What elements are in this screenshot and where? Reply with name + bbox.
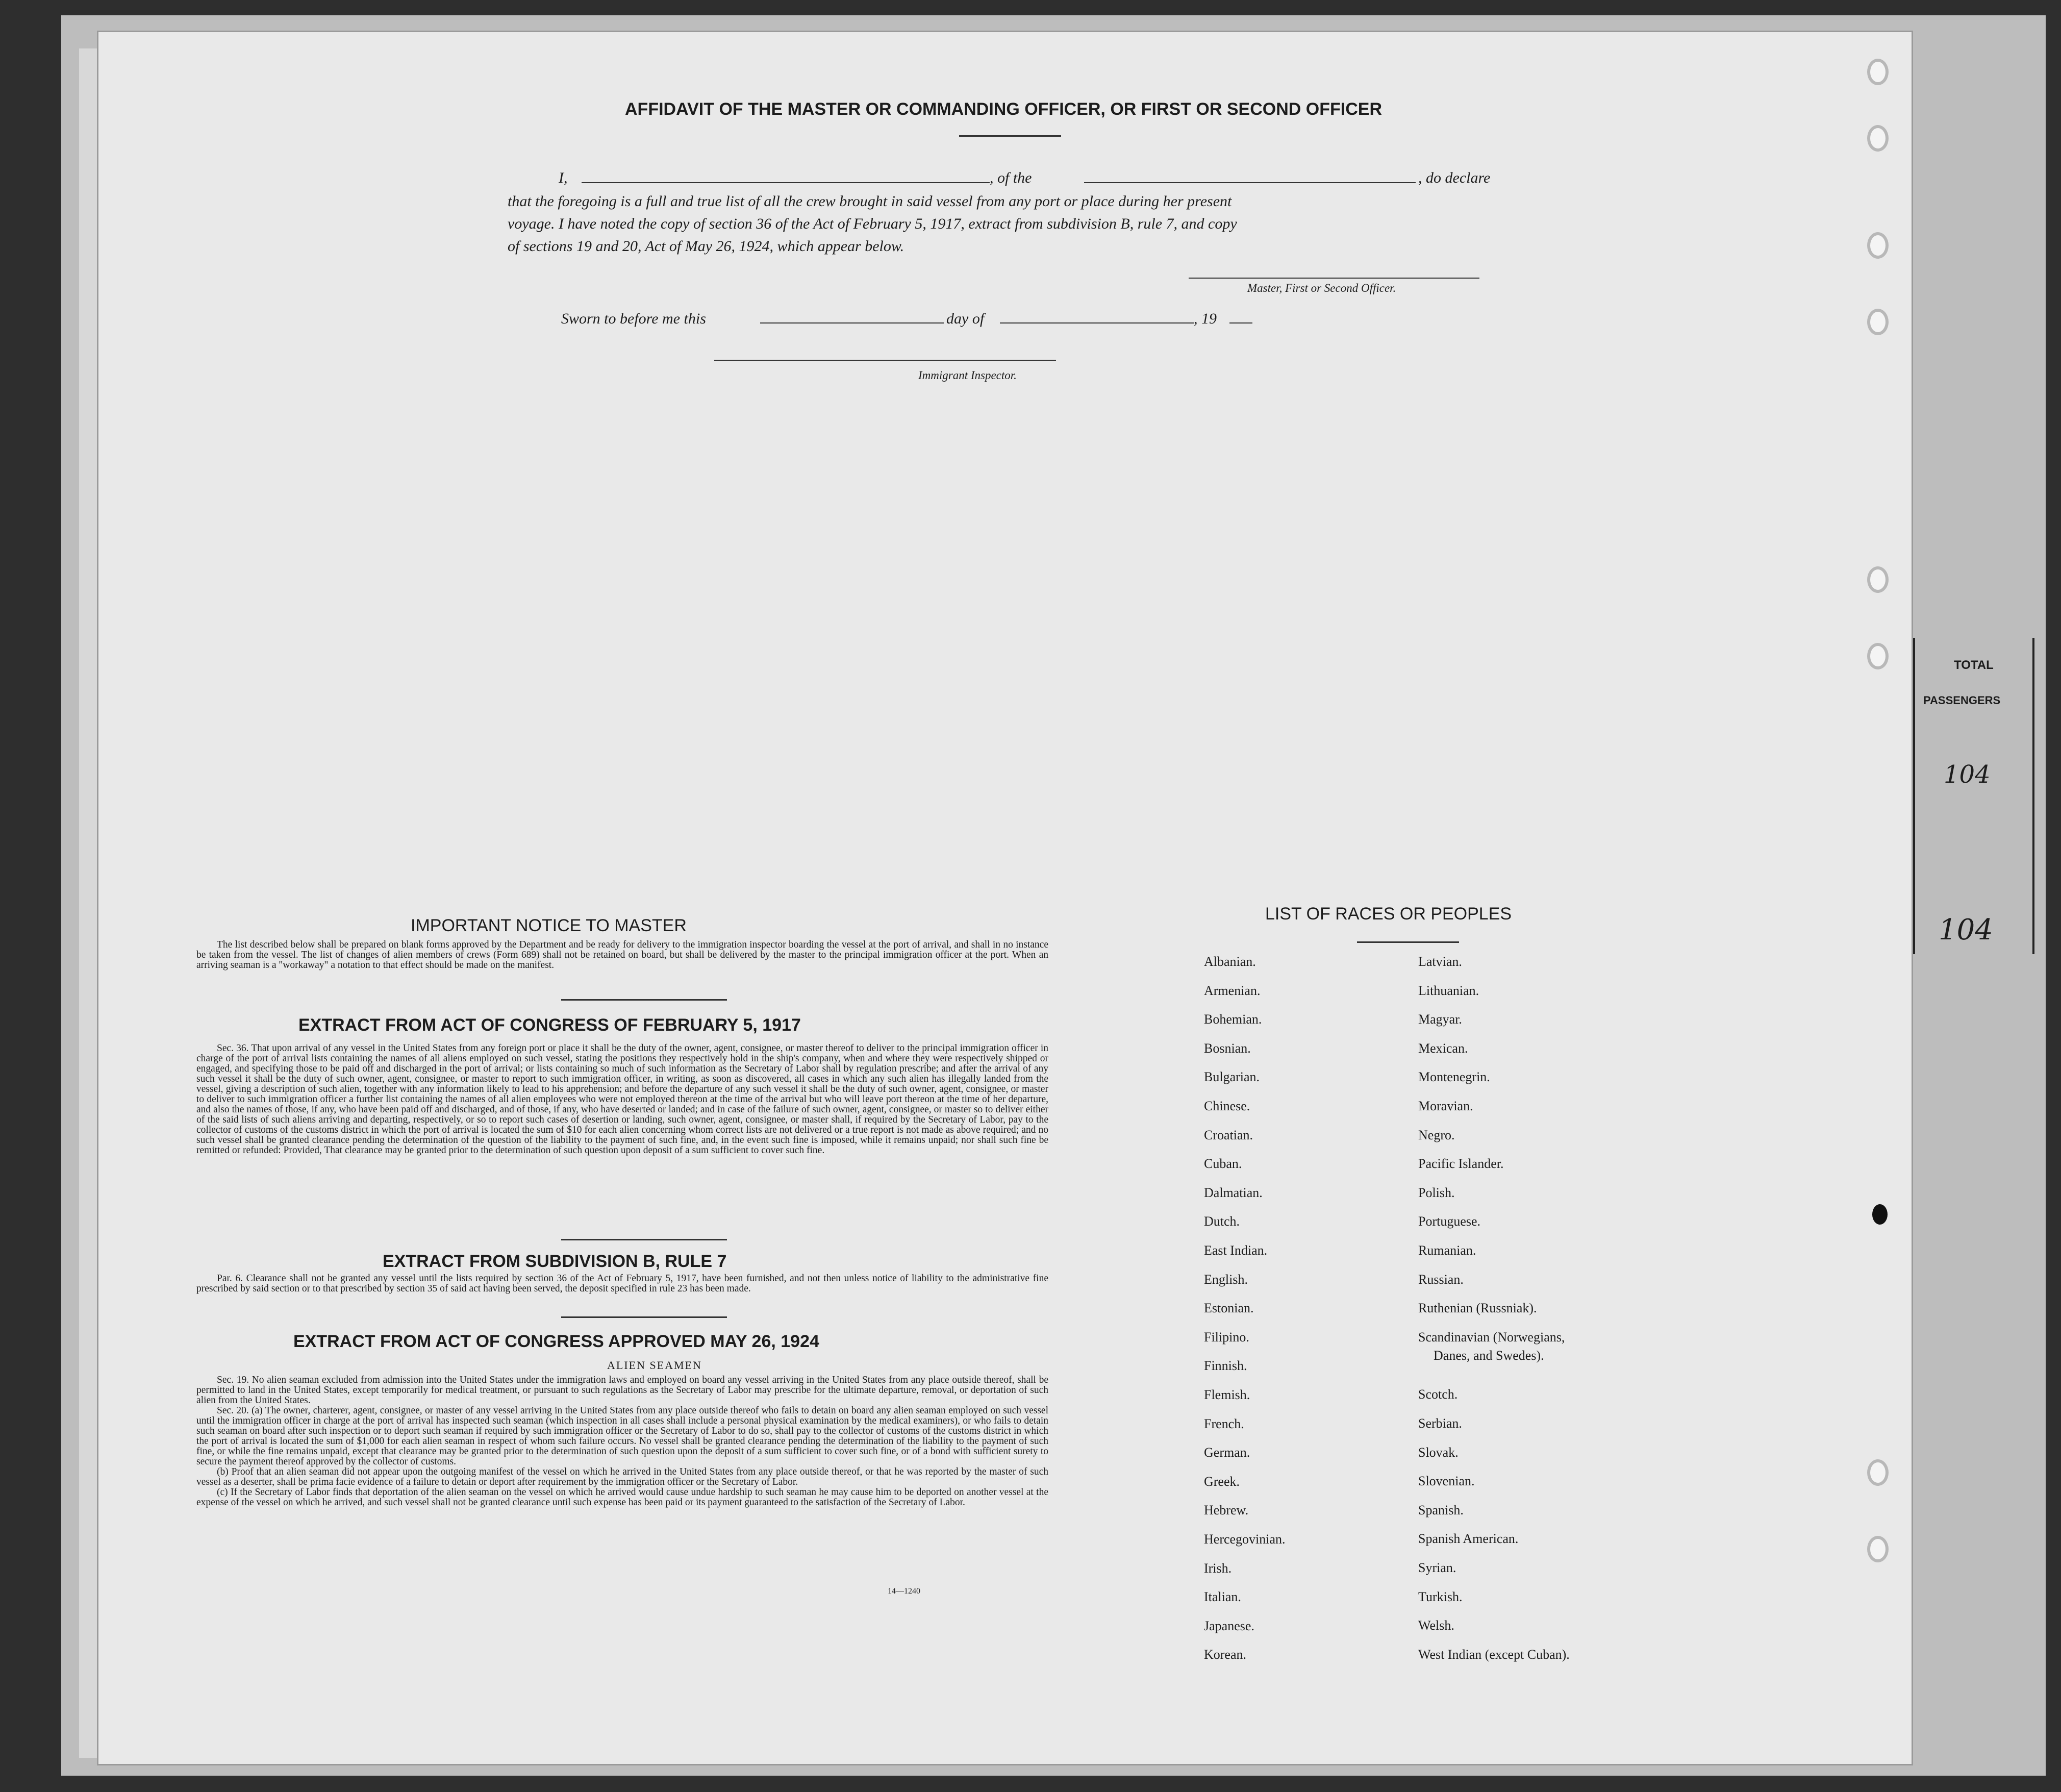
race-item: Hebrew. <box>1204 1503 1249 1518</box>
binder-hole-icon <box>1867 59 1889 85</box>
passengers-header: PASSENGERS <box>1923 694 2001 707</box>
total-header: TOTAL <box>1954 658 1994 672</box>
race-item: Scandinavian (Norwegians, <box>1418 1329 1565 1345</box>
race-item: Portuguese. <box>1418 1214 1481 1229</box>
race-item: Bulgarian. <box>1204 1069 1260 1085</box>
alien-seamen-subtitle: ALIEN SEAMEN <box>607 1359 702 1372</box>
race-item: West Indian (except Cuban). <box>1418 1647 1570 1662</box>
race-item: Dalmatian. <box>1204 1185 1263 1200</box>
race-item: Magyar. <box>1418 1012 1462 1027</box>
race-item: Filipino. <box>1204 1329 1249 1345</box>
race-item: Bohemian. <box>1204 1012 1262 1027</box>
race-item: Turkish. <box>1418 1589 1463 1604</box>
notice-rule <box>561 999 727 1001</box>
binder-hole-icon <box>1867 566 1889 593</box>
binder-hole-icon <box>1867 643 1889 669</box>
race-item: Flemish. <box>1204 1387 1250 1402</box>
race-item: French. <box>1204 1416 1244 1431</box>
section-19: Sec. 19. No alien seaman excluded from admission into the United States under the immigration laws and employed on board any vessel arriving in the United States from any place outside thereof, shall be permitted to land in the United States, except temporarily for medical treatment, or pursuant to such regulations as the Secretary of Labor may prescribe for the ultimate departure, removal, or deportation of such alien from the United States. <box>196 1375 1048 1406</box>
subdivision-rule <box>561 1316 727 1318</box>
race-item: Irish. <box>1204 1560 1232 1576</box>
race-item: Latvian. <box>1418 954 1462 969</box>
race-item: Ruthenian (Russniak). <box>1418 1301 1537 1316</box>
form-page <box>97 31 1913 1765</box>
race-item: Russian. <box>1418 1272 1464 1287</box>
race-item: Syrian. <box>1418 1560 1456 1575</box>
race-item: Italian. <box>1204 1589 1241 1605</box>
race-item: Dutch. <box>1204 1214 1240 1229</box>
race-item: Albanian. <box>1204 954 1256 969</box>
day-of-label: day of <box>946 310 985 327</box>
race-item: Moravian. <box>1418 1099 1473 1113</box>
race-item: Welsh. <box>1418 1618 1454 1633</box>
declare-i: I, <box>559 169 568 186</box>
sworn-month-blank <box>1000 322 1194 323</box>
race-item: Polish. <box>1418 1185 1455 1200</box>
race-item: Rumanian. <box>1418 1243 1476 1258</box>
race-item: East Indian. <box>1204 1243 1268 1258</box>
extract-1917-text: Sec. 36. That upon arrival of any vessel in the United States from any foreign port or place it shall be the duty of the owner, agent, consignee, or master thereof to deliver to the principal immigration officer in charge of the port of arrival lists containing the names of all aliens employed on such vessel, stating the positions they respectively hold in the ship's company, when and where they were respectively shipped or engaged, and specifying those to be paid off and discharged in the port of arrival; or lists containing so much of such information as the Secretary of Labor shall by regulation prescribe; and after the arrival of any such vessel it shall be the duty of such owner, agent, consignee, or master to report to such immigration officer, in writing, as soon as discovered, all cases in which any such alien has illegally landed from the vessel, giving a description of such alien, together with any information likely to lead to his apprehension; and before the departure of any such vessel it shall be the duty of such owner, agent, consignee, or master to deliver to such immigration officer a further list containing the names of all alien employees who were not employed thereon at the time of the arrival but who will leave port thereon at the time of her departure, and also the names of those, if any, who have been paid off and discharged, and of those, if any, who have deserted or landed; and in case of the failure of such owner, agent, consignee, or master so to deliver either of the said lists of such aliens arriving and departing, respectively, or so to report such cases of desertion or landing, such owner, agent, consignee, or master shall, if required by the Secretary of Labor, pay to the collector of customs of the customs district in which the port of arrival is located the sum of $10 for each alien concerning whom correct lists are not delivered or a true report is not made as above required; and no such vessel shall be granted clearance pending the determination of the question of the liability to the payment of such fine, and, in the event such fine is imposed, while it remains unpaid; nor shall such fine be remitted or refunded: Provided, That clearance may be granted prior to the determination of such question upon deposit of a sum sufficient to cover such fine. <box>196 1043 1048 1156</box>
affidavit-line-3: voyage. I have noted the copy of section 36 of the Act of February 5, 1917, extract from subdivision B, rule 7, and copy <box>508 215 1237 232</box>
section-20c: (c) If the Secretary of Labor finds that deportation of the alien seaman on the vessel on which he arrived would cause undue hardship to such seaman he may cause him to be deported on another vessel at the expense of the vessel on which he arrived, and such vessel shall not be granted clearance until such expense has been paid or its payment guaranteed to the satisfaction of the Secretary of Labor. <box>196 1487 1048 1508</box>
race-item: Negro. <box>1418 1127 1455 1142</box>
extract-1917-rule <box>561 1239 727 1240</box>
race-item: Estonian. <box>1204 1301 1254 1316</box>
race-item: Japanese. <box>1204 1618 1254 1633</box>
form-number: 14—1240 <box>888 1587 920 1596</box>
race-item: English. <box>1204 1272 1248 1287</box>
race-item: Korean. <box>1204 1647 1247 1662</box>
notice-title: IMPORTANT NOTICE TO MASTER <box>411 916 687 935</box>
subdivision-title: EXTRACT FROM SUBDIVISION B, RULE 7 <box>383 1252 727 1271</box>
binder-hole-icon <box>1867 1536 1889 1562</box>
affidavit-line-4: of sections 19 and 20, Act of May 26, 1924, which appear below. <box>508 238 904 255</box>
races-title: LIST OF RACES OR PEOPLES <box>1265 904 1512 924</box>
race-item: Pacific Islander. <box>1418 1156 1504 1172</box>
race-item: Chinese. <box>1204 1099 1250 1113</box>
race-item: Bosnian. <box>1204 1040 1251 1056</box>
sworn-label: Sworn to before me this <box>561 310 706 327</box>
race-item: German. <box>1204 1445 1250 1460</box>
section-20b: (b) Proof that an alien seaman did not appear upon the outgoing manifest of the vessel on which he arrived in the United States from any place outside thereof, or that he was reported by the master of such vessel as a deserter, shall be prima facie evidence of a failure to detain or deport after requirement by the immigration officer or the Secretary of Labor. <box>196 1466 1048 1487</box>
races-rule <box>1357 941 1459 943</box>
extract-1924-text <box>196 1375 1048 1508</box>
strip-lines <box>1913 638 2034 954</box>
name-blank <box>582 182 990 183</box>
race-item: Spanish. <box>1418 1502 1464 1517</box>
race-item: Croatian. <box>1204 1127 1253 1142</box>
race-item: Lithuanian. <box>1418 983 1479 998</box>
race-item: Serbian. <box>1418 1416 1462 1431</box>
subdivision-text: Par. 6. Clearance shall not be granted any vessel until the lists required by section 36 of the Act of February 5, 1917, have been furnished, and not then unless notice of liability to the administrative fine prescribed by said section or to that prescribed by section 35 of said act having been served, the deposit specified in rule 23 has been made. <box>196 1273 1048 1294</box>
race-item: Slovenian. <box>1418 1474 1475 1489</box>
race-item: Montenegrin. <box>1418 1069 1490 1085</box>
do-declare-label: , do declare <box>1418 169 1491 186</box>
total-passengers-value-2: 104 <box>1939 913 1993 947</box>
race-item: Mexican. <box>1418 1040 1468 1056</box>
race-item: Finnish. <box>1204 1358 1247 1374</box>
race-item: Slovak. <box>1418 1445 1459 1460</box>
race-item: Armenian. <box>1204 983 1261 998</box>
race-item: Hercegovinian. <box>1204 1532 1286 1547</box>
race-item: Danes, and Swedes). <box>1434 1348 1544 1363</box>
race-item: Scotch. <box>1418 1387 1458 1402</box>
affidavit-line-2: that the foregoing is a full and true list of all the crew brought in said vessel from any port or place during her present <box>508 193 1232 210</box>
master-signature-label: Master, First or Second Officer. <box>1247 282 1396 294</box>
notice-text: The list described below shall be prepared on blank forms approved by the Department and be ready for delivery to the immigration inspector boarding the vessel at the port of arrival, and shall in no instance be taken from the vessel. The list of changes of alien members of crews (Form 689) shall not be retained on board, but shall be delivered by the master to the principal immigration officer at the port. When an arriving seaman is a "workaway" a notation to that effect should be made on the manifest. <box>196 939 1048 970</box>
section-20a: Sec. 20. (a) The owner, charterer, agent, consignee, or master of any vessel arriving in the United States from any place outside thereof who fails to detain on board any alien seaman employed on such vessel until the immigration officer in charge at the port of arrival has inspected such seaman (which inspection in all cases shall include a personal physical examination by the medical examiners), or who fails to detain such seaman on board after such inspection or to deport such seaman if required by such immigration officer or the Secretary of Labor to do so, shall pay to the collector of customs of the customs district in which the port of arrival is located the sum of $1,000 for each alien seaman in respect of whom such failure occurs. No vessel shall be granted clearance pending the determination of the liability to the payment of such fine, or while the fine remains unpaid, except that clearance may be granted prior to the determination of such question upon the deposit of a sum sufficient to cover such fine, or of a bond with sufficient surety to secure the payment thereof approved by the collector of customs. <box>196 1405 1048 1467</box>
binder-hole-icon <box>1867 309 1889 335</box>
extract-1924-title: EXTRACT FROM ACT OF CONGRESS APPROVED MAY 26, 1924 <box>293 1332 819 1351</box>
inspector-label: Immigrant Inspector. <box>918 369 1017 382</box>
punch-hole-icon <box>1872 1204 1888 1225</box>
affidavit-title: AFFIDAVIT OF THE MASTER OR COMMANDING OFFICER, OR FIRST OR SECOND OFFICER <box>625 99 1382 119</box>
year-label: , 19 <box>1194 310 1217 327</box>
master-signature-line <box>1189 278 1479 279</box>
extract-1917-title: EXTRACT FROM ACT OF CONGRESS OF FEBRUARY 5, 1917 <box>298 1015 801 1035</box>
race-item: Spanish American. <box>1418 1531 1519 1547</box>
vessel-blank <box>1084 182 1416 183</box>
of-the-label: , of the <box>990 169 1032 186</box>
total-passengers-value-1: 104 <box>1944 760 1991 789</box>
sworn-day-blank <box>760 322 944 323</box>
binder-hole-icon <box>1867 232 1889 259</box>
title-rule <box>959 135 1061 137</box>
sworn-year-blank <box>1229 322 1252 323</box>
inspector-signature-line <box>714 360 1056 361</box>
race-item: Greek. <box>1204 1474 1240 1489</box>
race-item: Cuban. <box>1204 1156 1242 1172</box>
binder-hole-icon <box>1867 1459 1889 1486</box>
binder-hole-icon <box>1867 125 1889 152</box>
